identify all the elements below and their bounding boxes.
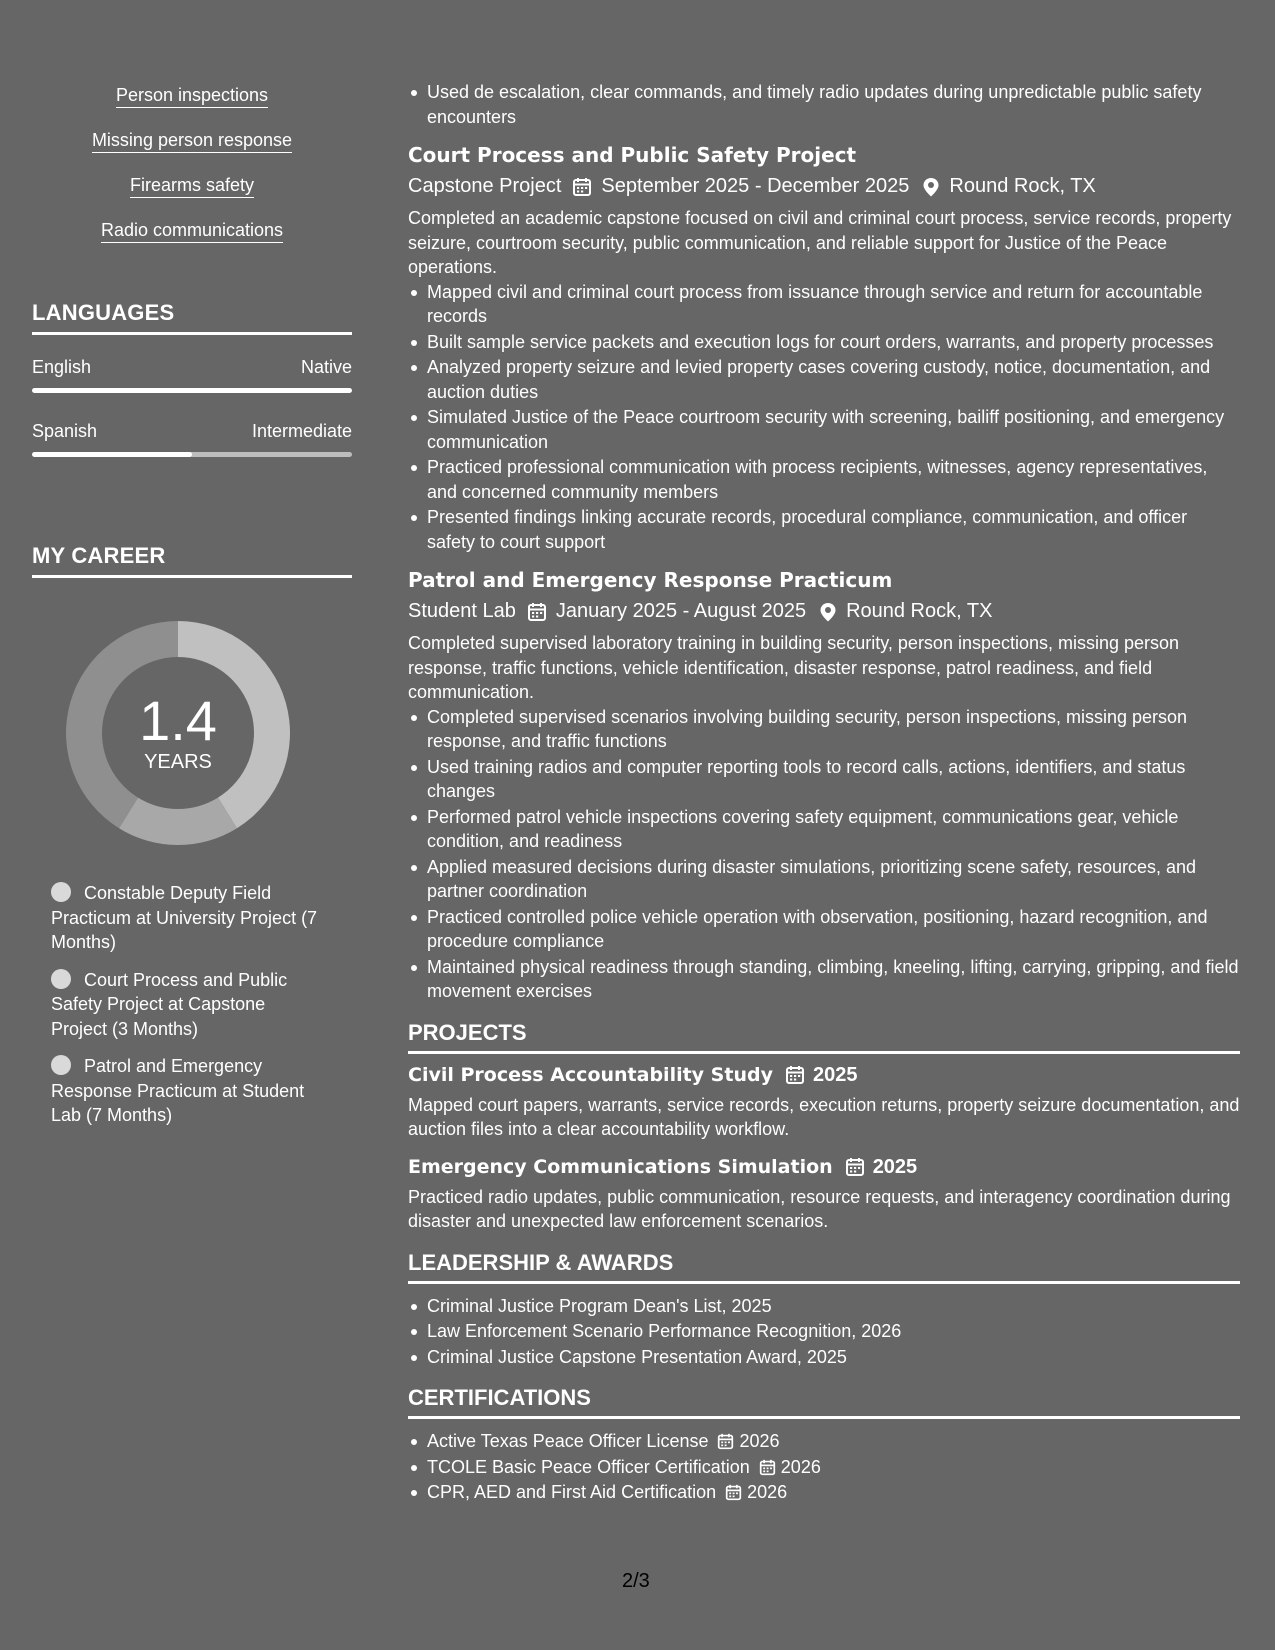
skill-item: Radio communications [101,219,283,243]
bullet-item: Applied measured decisions during disaster simulations, prioritizing scene safety, resources, and partner coordination [408,855,1240,904]
career-total-number: 1.4 [139,688,217,752]
project-year: 2025 [812,1063,858,1086]
language-proficiency-fill [32,388,352,393]
career-donut-chart [66,621,290,845]
certifications-list [408,1429,1240,1505]
bullet-item: Practiced controlled police vehicle operation with observation, positioning, hazard recognition, and procedure compliance [408,905,1240,954]
language-name: Spanish [32,421,98,441]
certification-year: 2026 [739,1431,780,1451]
certification-item [408,1480,1240,1505]
project-title-row [408,1156,1240,1179]
award-item: Law Enforcement Scenario Performance Recognition, 2026 [408,1319,1240,1344]
previous-job-bullets [408,80,1240,129]
certification-name: CPR, AED and First Aid Certification [427,1482,717,1502]
job-meta [408,175,1240,198]
job-title: Patrol and Emergency Response Practicum [408,568,893,592]
career-item: Patrol and Emergency Response Practicum at Student Lab (7 Months) [51,1056,305,1125]
career-dot-icon [51,969,71,989]
award-item: Criminal Justice Program Dean's List, 2025 [408,1294,1240,1319]
job-bullets [408,280,1240,555]
bullet-item: Used de escalation, clear commands, and timely radio updates during unpredictable public safety encounters [408,80,1240,129]
career-section [32,543,352,1125]
calendar-icon [725,1484,742,1501]
job-org: Student Lab [408,600,516,622]
language-proficiency-fill [32,452,192,457]
project-year: 2025 [872,1155,918,1178]
calendar-icon [845,1157,865,1177]
certification-item [408,1429,1240,1454]
bullet-item: Presented findings linking accurate records, procedural compliance, communication, and officer safety to court support [408,505,1240,554]
calendar-icon [717,1433,734,1450]
language-row [32,421,352,442]
skills-list [32,84,352,264]
skill-item: Firearms safety [130,174,254,198]
job-dates: January 2025 - August 2025 [555,600,807,622]
project-title: Emergency Communications Simulation [408,1156,833,1178]
language-proficiency-bar [32,452,352,457]
job-dates: September 2025 - December 2025 [601,175,910,197]
bullet-item: Completed supervised scenarios involving building security, person inspections, missing person response, and traffic functions [408,705,1240,754]
certification-year: 2026 [747,1482,788,1502]
project-description: Mapped court papers, warrants, service records, execution returns, property seizure documentation, and auction files into a clear accountability workflow. [408,1094,1240,1139]
bullet-item: Built sample service packets and execution logs for court orders, warrants, and property processes [408,330,1240,355]
calendar-icon [572,177,592,197]
bullet-item: Maintained physical readiness through standing, climbing, kneeling, lifting, carrying, gripping, and field movement exercises [408,955,1240,1004]
languages-heading: LANGUAGES [32,300,352,335]
project-title: Civil Process Accountability Study [408,1064,773,1086]
project-description: Practiced radio updates, public communication, resource requests, and interagency coordination during disaster and unexpected law enforcement scenarios. [408,1186,1231,1231]
languages-section [32,300,352,457]
main-content [408,80,1240,1506]
language-name: English [32,357,92,377]
projects-heading: PROJECTS [408,1020,1240,1054]
certification-item [408,1455,1240,1480]
leadership-heading: LEADERSHIP & AWARDS [408,1250,1240,1284]
projects-section [408,1020,1240,1234]
experience-entry [408,143,1240,554]
bullet-item: Performed patrol vehicle inspections covering safety equipment, communications gear, vehicle condition, and readiness [408,805,1240,854]
certification-year: 2026 [780,1456,821,1477]
job-bullets [408,705,1240,1004]
leadership-section [408,1250,1240,1370]
bullet-item: Mapped civil and criminal court process from issuance through service and return for accountable records [408,280,1240,329]
skill-item: Person inspections [116,84,268,108]
certifications-heading: CERTIFICATIONS [408,1385,1240,1419]
career-total-unit: YEARS [144,750,212,773]
career-item: Court Process and Public Safety Project at Capstone Project (3 Months) [51,969,288,1039]
calendar-icon [785,1065,805,1085]
career-item: Constable Deputy Field Practicum at University Project (7 Months) [51,883,318,952]
job-description: Completed supervised laboratory training in building security, person inspections, missing person response, traffic functions, vehicle identification, disaster response, patrol readiness, and field communication. [408,633,1180,702]
bullet-item: Simulated Justice of the Peace courtroom security with screening, bailiff positioning, and emergency communication [408,405,1240,454]
location-pin-icon [819,602,837,622]
location-pin-icon [922,177,940,197]
bullet-item: Used training radios and computer reporting tools to record calls, actions, identifiers, and status changes [408,755,1240,804]
skill-item: Missing person response [92,129,292,153]
job-org: Capstone Project [408,175,562,197]
job-location: Round Rock, TX [846,600,993,622]
career-heading: MY CAREER [32,543,352,578]
language-level: Native [300,357,352,377]
job-location: Round Rock, TX [949,175,1096,197]
career-dot-icon [51,1055,71,1075]
bullet-item: Practiced professional communication with process recipients, witnesses, agency representatives, and concerned community members [408,455,1240,504]
calendar-icon [759,1459,776,1476]
certifications-section [408,1385,1240,1505]
project-title-row [408,1064,1240,1087]
leadership-list [408,1294,1240,1370]
job-meta [408,600,1240,623]
language-level: Intermediate [251,421,352,441]
job-description: Completed an academic capstone focused on civil and criminal court process, service records, property seizure, courtroom security, public communication, and reliable support for Justice of the Peace operations. [408,208,1232,277]
certification-name: Active Texas Peace Officer License [427,1431,709,1451]
language-proficiency-bar [32,388,352,393]
bullet-item: Analyzed property seizure and levied property cases covering custody, notice, documentation, and auction duties [408,355,1240,404]
job-title: Court Process and Public Safety Project [408,143,857,167]
calendar-icon [527,602,547,622]
award-item: Criminal Justice Capstone Presentation Award, 2025 [408,1345,1240,1370]
language-row [32,357,352,378]
page-number: 2/3 [622,1570,650,1592]
career-list [51,881,321,1141]
experience-entry [408,568,1240,1004]
career-dot-icon [51,882,71,902]
certification-name: TCOLE Basic Peace Officer Certification [427,1456,750,1477]
